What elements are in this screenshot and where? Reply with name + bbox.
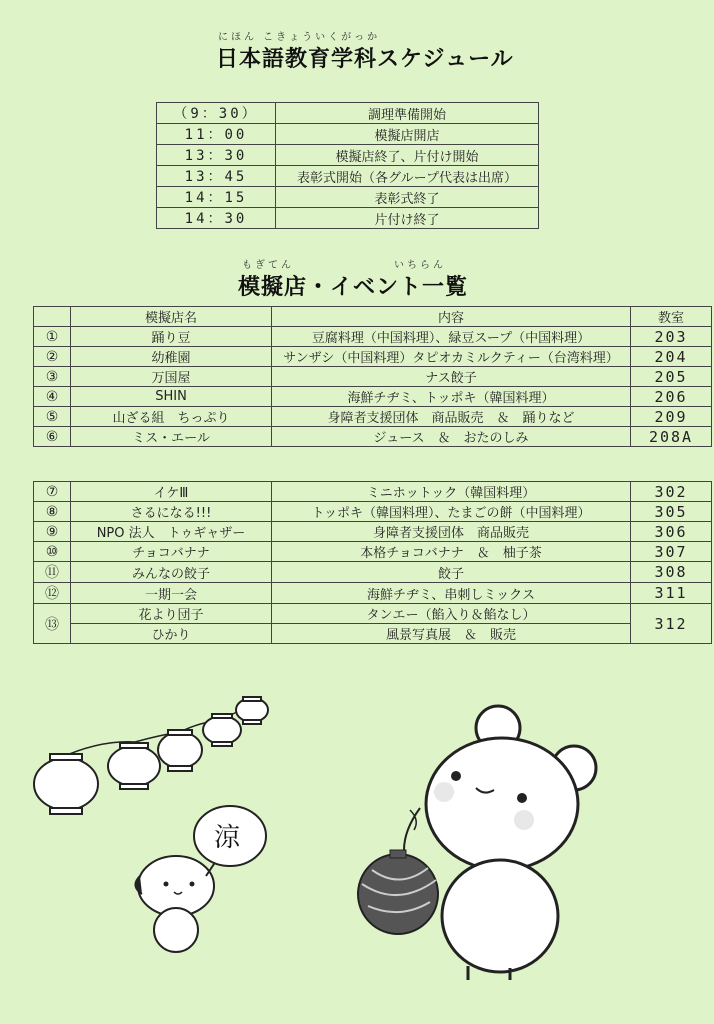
shop-number: ① [34, 327, 71, 347]
shop-name: ミス・エール [71, 427, 272, 447]
shop-row [34, 502, 712, 522]
shop-number: ④ [34, 387, 71, 407]
shop-room: 203 [631, 327, 712, 347]
shop-room: 205 [631, 367, 712, 387]
shop-row [34, 387, 712, 407]
header-num [34, 307, 71, 327]
schedule-row [157, 166, 539, 187]
header-content: 内容 [272, 307, 631, 327]
shop-content: 風景写真展 ＆ 販売 [272, 624, 631, 644]
shop-row [34, 327, 712, 347]
bear-character [358, 706, 596, 980]
lantern-4 [203, 714, 241, 746]
schedule-time: 14：15 [157, 187, 276, 208]
list-title-ruby-mogiten: もぎてん [242, 260, 294, 271]
shop-row [34, 624, 712, 644]
shop-name: 万国屋 [71, 367, 272, 387]
shop-row [34, 427, 712, 447]
schedule-time: 13：30 [157, 145, 276, 166]
shop-content: トッポキ（韓国料理）、たまごの餅（中国料理） [272, 502, 631, 522]
shop-name: チョコバナナ [71, 542, 272, 562]
schedule-event: 模擬店開店 [276, 124, 539, 145]
lantern-1 [34, 754, 98, 814]
shop-content: 本格チョコバナナ ＆ 柚子茶 [272, 542, 631, 562]
shop-content: 餃子 [272, 562, 631, 583]
shop-name: 一期一会 [71, 583, 272, 604]
shop-name: 踊り豆 [71, 327, 272, 347]
lantern-3 [158, 730, 202, 771]
den-den-drum [358, 854, 438, 934]
shop-room: 209 [631, 407, 712, 427]
shop-content: 海鮮チヂミ、串刺しミックス [272, 583, 631, 604]
shop-room: 307 [631, 542, 712, 562]
shop-room: 306 [631, 522, 712, 542]
shop-number: ③ [34, 367, 71, 387]
dog-character [135, 806, 266, 952]
shop-table-2 [33, 481, 712, 644]
shop-number: ② [34, 347, 71, 367]
shop-number: ⑩ [34, 542, 71, 562]
shop-name: さるになる!!! [71, 502, 272, 522]
list-title: 模擬店・イベント一覧 [238, 275, 469, 300]
shop-name: みんなの餃子 [71, 562, 272, 583]
shop-row [34, 562, 712, 583]
shop-content: サンザシ（中国料理）タピオカミルクティー（台湾料理） [272, 347, 631, 367]
schedule-time: （9：30） [157, 103, 276, 124]
schedule-row [157, 103, 539, 124]
shop-row [34, 522, 712, 542]
shop-number: ⑤ [34, 407, 71, 427]
shop-number: ⑫ [34, 583, 71, 604]
shop-content: ジュース ＆ おたのしみ [272, 427, 631, 447]
shop-row [34, 367, 712, 387]
shop-row [34, 407, 712, 427]
shop-room: 204 [631, 347, 712, 367]
schedule-title: 日本語教育学科スケジュール [216, 47, 514, 72]
list-title-ruby-ichiran: いちらん [394, 260, 446, 271]
shop-room: 311 [631, 583, 712, 604]
shop-name: 幼稚園 [71, 347, 272, 367]
shop-room: 308 [631, 562, 712, 583]
shop-number: ⑦ [34, 482, 71, 502]
lantern-5 [236, 697, 268, 724]
header-room: 教室 [631, 307, 712, 327]
shop-name: ひかり [71, 624, 272, 644]
shop-room: 312 [631, 604, 712, 644]
schedule-event: 表彰式開始（各グループ代表は出席） [276, 166, 539, 187]
shop-number: ⑨ [34, 522, 71, 542]
shop-room: 208A [631, 427, 712, 447]
shop-row [34, 583, 712, 604]
shop-number: ⑥ [34, 427, 71, 447]
illustration [0, 680, 714, 1024]
shop-content: 海鮮チヂミ、トッポキ（韓国料理） [272, 387, 631, 407]
shop-row [34, 347, 712, 367]
schedule-time: 11：00 [157, 124, 276, 145]
lanterns [34, 697, 268, 814]
schedule-event: 表彰式終了 [276, 187, 539, 208]
schedule-time: 13：45 [157, 166, 276, 187]
shop-name: イケⅢ [71, 482, 272, 502]
schedule-row [157, 124, 539, 145]
shop-content: タンエー（餡入り＆餡なし） [272, 604, 631, 624]
schedule-time: 14：30 [157, 208, 276, 229]
shop-row [34, 604, 712, 624]
shop-room: 305 [631, 502, 712, 522]
header-name: 模擬店名 [71, 307, 272, 327]
shop-row [34, 542, 712, 562]
shop-content: 身障者支援団体 商品販売 [272, 522, 631, 542]
shop-name: SHIN [71, 387, 272, 407]
shop-room: 206 [631, 387, 712, 407]
shop-content: 豆腐料理（中国料理）、緑豆スープ（中国料理） [272, 327, 631, 347]
shop-row [34, 482, 712, 502]
schedule-title-ruby: にほん こきょういくがっか [218, 32, 381, 43]
schedule-event: 模擬店終了、片付け開始 [276, 145, 539, 166]
schedule-table [156, 102, 539, 229]
schedule-row [157, 187, 539, 208]
shop-content: ミニホットック（韓国料理） [272, 482, 631, 502]
header-row [34, 307, 712, 327]
shop-room: 302 [631, 482, 712, 502]
shop-table-1 [33, 306, 712, 447]
schedule-event: 片付け終了 [276, 208, 539, 229]
fan-text: 涼 [214, 823, 241, 853]
schedule-row [157, 208, 539, 229]
shop-content: 身障者支援団体 商品販売 ＆ 踊りなど [272, 407, 631, 427]
schedule-row [157, 145, 539, 166]
shop-name: 山ざる組 ちっぷり [71, 407, 272, 427]
shop-name: 花より団子 [71, 604, 272, 624]
schedule-event: 調理準備開始 [276, 103, 539, 124]
shop-content: ナス餃子 [272, 367, 631, 387]
shop-number: ⑧ [34, 502, 71, 522]
shop-number: ⑬ [34, 604, 71, 644]
lantern-2 [108, 743, 160, 789]
shop-number: ⑪ [34, 562, 71, 583]
shop-name: NPO 法人 トゥギャザー [71, 522, 272, 542]
